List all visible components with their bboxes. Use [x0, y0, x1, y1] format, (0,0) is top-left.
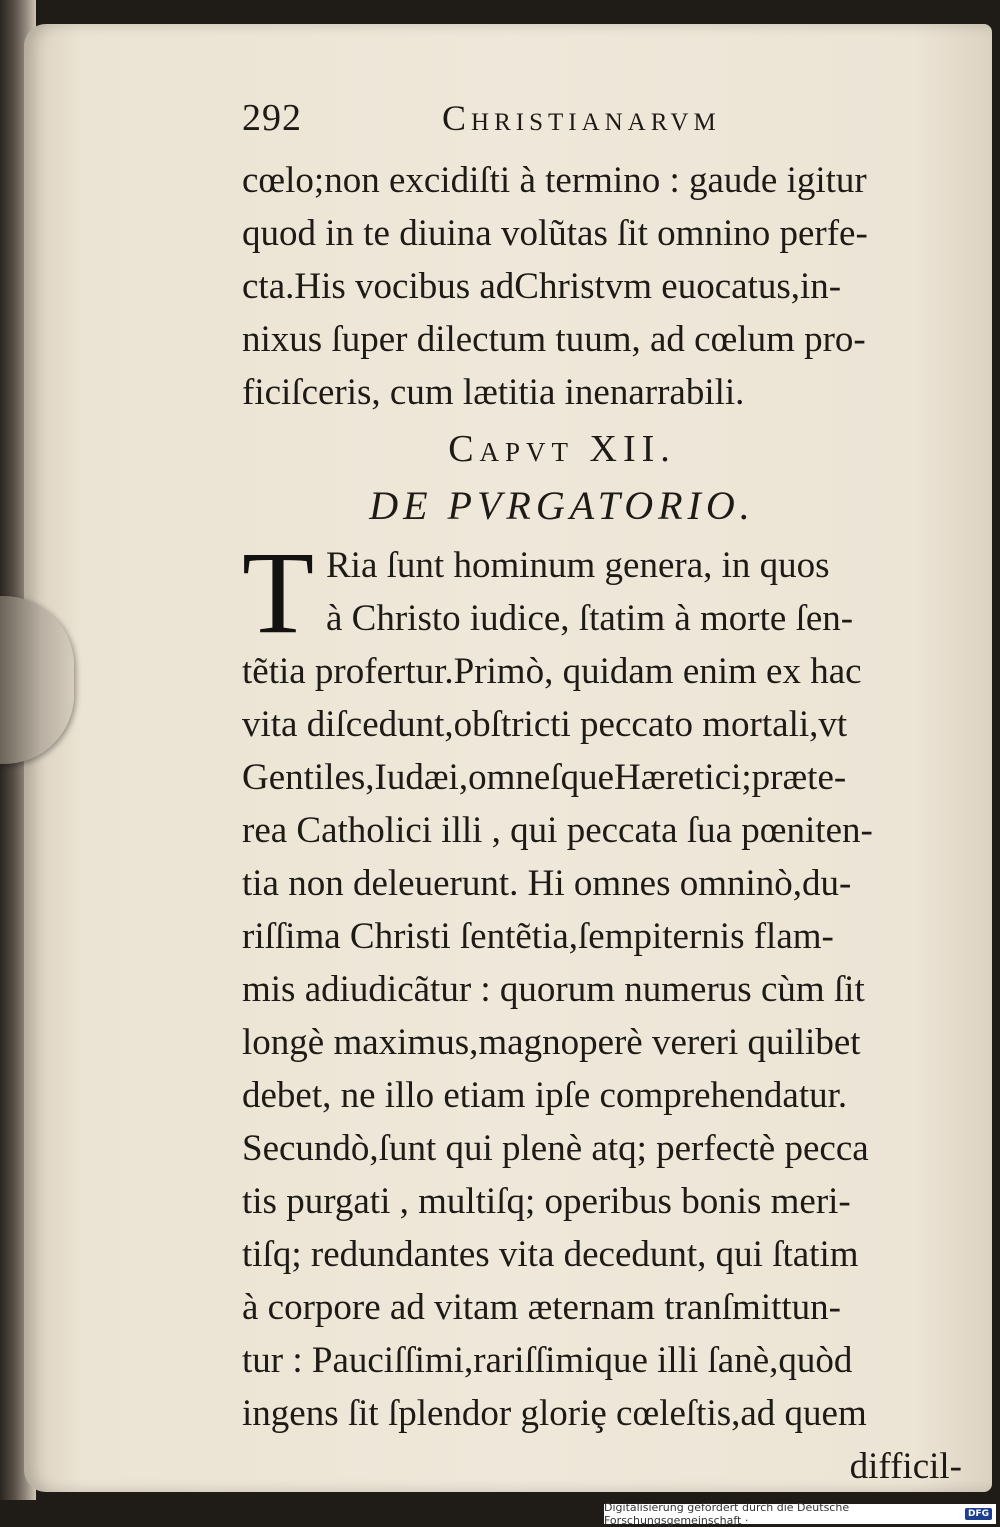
chapter-opening — [242, 527, 962, 658]
text-line: tẽtia profertur.Primò, quidam enim ex hac — [242, 651, 862, 692]
text-line: debet, ne illo etiam ipſe comprehendatur. — [242, 1075, 848, 1116]
text-line: mis adiudicãtur : quorum numerus cùm ſit — [242, 969, 865, 1010]
chapter-heading: Capvt XII. — [448, 428, 676, 470]
running-title: Christianarvm — [442, 98, 721, 138]
text-line: cœlo;non excidiſti à termino : gaude igitur — [242, 160, 867, 201]
drop-cap-initial: T — [242, 527, 315, 658]
page-text — [242, 96, 962, 1493]
text-line: tur : Pauciſſimi,rariſſimique illi ſanè,quòd — [242, 1340, 853, 1381]
text-line: à corpore ad vitam æternam tranſmittun- — [242, 1287, 841, 1328]
text-line: tia non deleuerunt. Hi omnes omninò,du- — [242, 863, 852, 904]
chapter-subtitle: DE PVRGATORIO. — [369, 483, 755, 528]
text-line: Ria ſunt hominum genera, in quos — [326, 545, 830, 586]
text-line: à Christo iudice, ſtatim à morte ſen- — [326, 598, 854, 639]
text-line: nixus ſuper dilectum tuum, ad cœlum pro- — [242, 319, 866, 360]
text-line: riſſima Christi ſentẽtia,ſempiternis flam- — [242, 916, 834, 957]
digitization-credit — [604, 1501, 996, 1527]
catchword: difficil- — [849, 1446, 962, 1487]
dfg-logo: DFG — [965, 1508, 992, 1520]
text-line: longè maximus,magnoperè vereri quilibet — [242, 1022, 861, 1063]
text-line: rea Catholici illi , qui peccata ſua pœniten- — [242, 810, 873, 851]
text-line: quod in te diuina volũtas ſit omnino perfe- — [242, 213, 868, 254]
running-head — [242, 96, 962, 154]
text-line: tis purgati , multiſq; operibus bonis meri- — [242, 1181, 851, 1222]
text-line: Secundò,ſunt qui plenè atq; perfectè pecca — [242, 1128, 869, 1169]
text-line: cta.His vocibus adChristvm euocatus,in- — [242, 266, 842, 307]
chapter-body — [242, 645, 962, 1493]
credit-text: Digitalisierung gefördert durch die Deutsche Forschungsgemeinschaft · — [604, 1501, 850, 1527]
text-line: ficiſceris, cum lætitia inenarrabili. — [242, 372, 745, 413]
text-line: ingens ſit ſplendor gloriȩ cœleſtis,ad quem — [242, 1393, 867, 1434]
paragraph-ending — [242, 154, 962, 419]
text-line: tiſq; redundantes vita decedunt, qui ſtatim — [242, 1234, 859, 1275]
text-line: vita diſcedunt,obſtricti peccato mortali,vt — [242, 704, 848, 745]
text-line: Gentiles,Iudæi,omneſqueHæretici;præte- — [242, 757, 847, 798]
page-number: 292 — [242, 97, 302, 139]
